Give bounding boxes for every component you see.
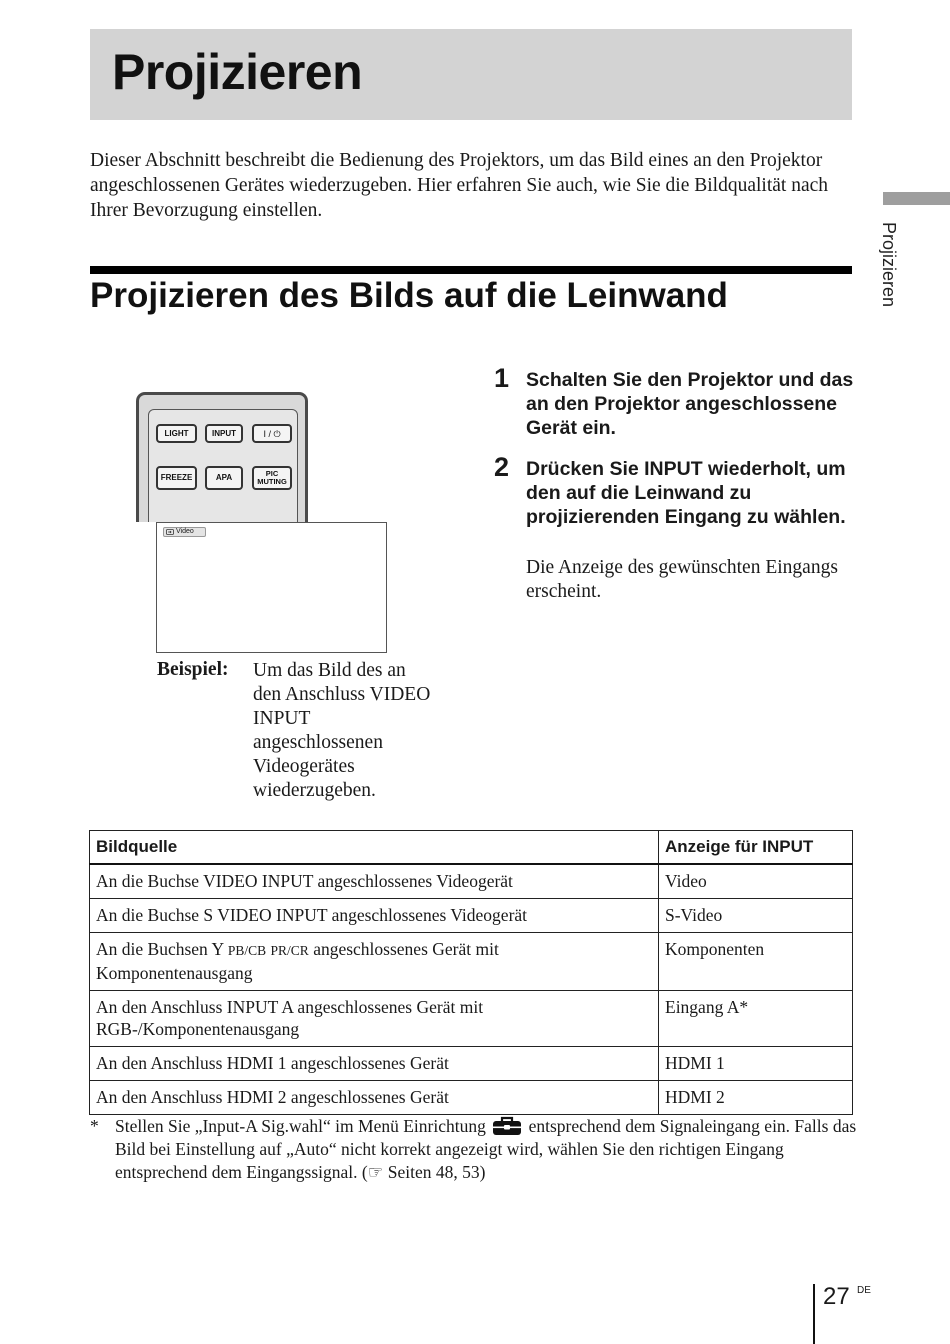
table-row — [90, 1047, 853, 1081]
table-cell-display: Video — [659, 864, 853, 899]
source-prefix: An die Buchsen Y — [96, 939, 228, 959]
step-2-number: 2 — [494, 452, 510, 482]
source-suffix: angeschlossenes Gerät mit Komponentenausgang — [96, 939, 499, 983]
table-row — [90, 1081, 853, 1115]
page-number: 27 — [823, 1283, 850, 1310]
table-header-row — [90, 831, 853, 865]
header-anzeige-input: Anzeige für INPUT — [659, 831, 853, 865]
chapter-title: Projizieren — [112, 44, 363, 100]
remote-control-illustration — [136, 392, 308, 522]
table-cell-display: Eingang A* — [659, 991, 853, 1047]
table-row — [90, 899, 853, 933]
side-tab-marker — [883, 192, 950, 205]
footnote-text-before: Stellen Sie „Input-A Sig.wahl“ im Menü Einrichtung — [115, 1116, 486, 1136]
table-cell-source: An den Anschluss INPUT A angeschlossenes Gerät mit RGB-/Komponentenausgang — [90, 991, 659, 1047]
table-cell-display: S-Video — [659, 899, 853, 933]
side-tab-label: Projizieren — [879, 222, 899, 308]
footnote-page-reference: Seiten 48, 53) — [383, 1162, 486, 1182]
table-cell-source: An die Buchse VIDEO INPUT angeschlossenes Videogerät — [90, 864, 659, 899]
osd-input-label: Video — [176, 528, 194, 535]
table-row — [90, 864, 853, 899]
example-label: Beispiel: — [157, 659, 229, 680]
footnote-marker: * — [90, 1116, 99, 1136]
example-text: Um das Bild des an den Anschluss VIDEO INPUT angeschlossenen Videogerätes wiederzugeben. — [253, 660, 431, 801]
page-number-rule — [813, 1284, 815, 1344]
table-cell-source: An den Anschluss HDMI 1 angeschlossenes Gerät — [90, 1047, 659, 1081]
intro-paragraph: Dieser Abschnitt beschreibt die Bedienung des Projektors, um das Bild eines an den Projektor angeschlossenen Gerätes wiederzugeben. Hier erfahren Sie auch, wie Sie die Bildqualität nach Ihrer Bevorzugung einstellen. — [90, 150, 829, 221]
pb-cb-label: PB/CB — [227, 943, 267, 958]
section-title: Projizieren des Bilds auf die Leinwand — [90, 276, 728, 315]
table-cell-source: An die Buchse S VIDEO INPUT angeschlossenes Videogerät — [90, 899, 659, 933]
step-1-text: Schalten Sie den Projektor und das an den Projektor angeschlossene Gerät ein. — [526, 369, 854, 439]
page-reference-icon: ☞ — [367, 1162, 384, 1182]
table-row — [90, 933, 853, 991]
pr-cr-label: PR/CR — [270, 943, 309, 958]
remote-power-button: I / ⏻ — [252, 424, 292, 443]
section-rule — [90, 266, 852, 274]
footnote-body — [115, 1115, 860, 1184]
toolbox-icon — [492, 1116, 522, 1136]
table-cell-display: HDMI 2 — [659, 1081, 853, 1115]
remote-apa-button: APA — [205, 466, 243, 490]
page-language-code: DE — [857, 1285, 871, 1296]
step-1-number: 1 — [494, 363, 510, 393]
table-cell-source — [90, 933, 659, 991]
remote-pic-muting-button: PIC MUTING — [252, 466, 292, 490]
table-cell-display: HDMI 1 — [659, 1047, 853, 1081]
table-cell-source: An den Anschluss HDMI 2 angeschlossenes Gerät — [90, 1081, 659, 1115]
remote-freeze-button: FREEZE — [156, 466, 197, 490]
input-source-table — [89, 830, 853, 1115]
footnote-text-after: entsprechend dem Signaleingang ein. Falls das Bild bei Einstellung auf „Auto“ nicht korrekt angezeigt wird, wählen Sie den richtigen Eingang entsprechend dem Eingangssignal. ( — [115, 1116, 857, 1182]
step-2-text: Drücken Sie INPUT wiederholt, um den auf die Leinwand zu projizierenden Eingang zu wählen. — [526, 458, 846, 528]
step-2-description: Die Anzeige des gewünschten Eingangs erscheint. — [526, 557, 838, 602]
table-cell-display: Komponenten — [659, 933, 853, 991]
chapter-title-band — [90, 29, 852, 120]
input-source-icon — [166, 529, 174, 535]
table-row — [90, 991, 853, 1047]
remote-input-button: INPUT — [205, 424, 243, 443]
osd-input-indicator — [163, 527, 206, 537]
header-bildquelle: Bildquelle — [90, 831, 659, 865]
projection-screen-illustration — [156, 522, 387, 653]
remote-light-button: LIGHT — [156, 424, 197, 443]
